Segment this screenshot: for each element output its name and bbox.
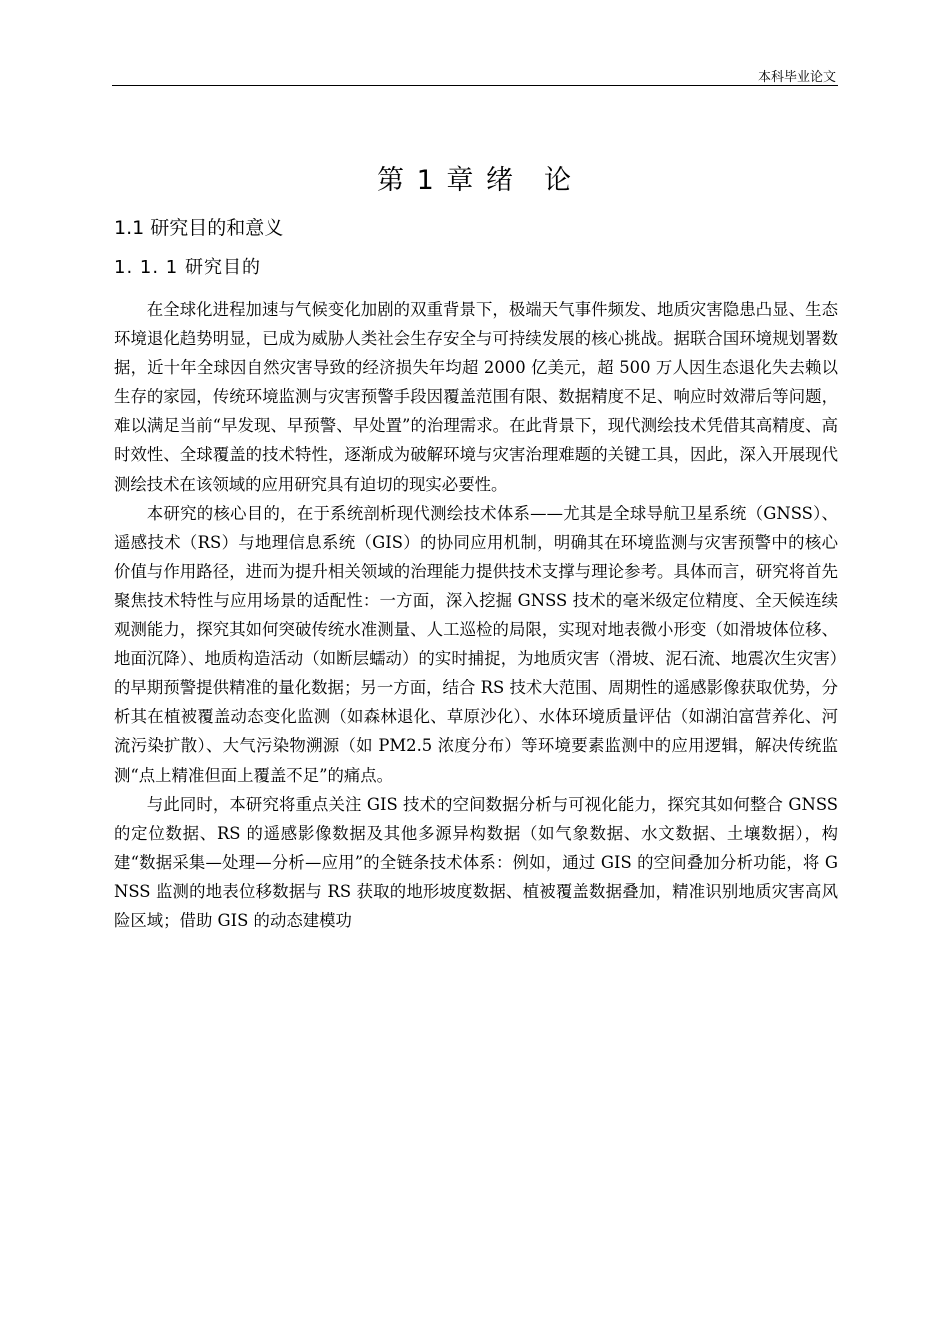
header-divider [112, 85, 838, 86]
section-title: 1.1 研究目的和意义 [114, 217, 284, 239]
chapter-title: 第 1 章 绪 论 [377, 165, 573, 196]
paragraph: 在全球化进程加速与气候变化加剧的双重背景下，极端天气事件频发、地质灾害隐患凸显、生态环境退化趋势明显，已成为威胁人类社会生存安全与可持续发展的核心挑战。据联合国环境规划署数据，近十年全球因自然灾害导致的经济损失年均超 2000 亿美元，超 500 万人因生态退化失去赖以生存的家园，传统环境监测与灾害预警手段因覆盖范围有限、数据精度不足、响应时效滞后等问题，难以满足当前“早发现、早预警、早处置”的治理需求。在此背景下，现代测绘技术凭借其高精度、高时效性、全球覆盖的技术特性，逐渐成为破解环境与灾害治理难题的关键工具，因此，深入开展现代测绘技术在该领域的应用研究具有迫切的现实必要性。 [114, 300, 838, 494]
running-header-title: 本科毕业论文 [757, 70, 836, 85]
body-text [114, 295, 838, 935]
paragraph: 本研究的核心目的，在于系统剖析现代测绘技术体系——尤其是全球导航卫星系统（GNSS）、遥感技术（RS）与地理信息系统（GIS）的协同应用机制，明确其在环境监测与灾害预警中的核心价值与作用路径，进而为提升相关领域的治理能力提供技术支撑与理论参考。具体而言，研究将首先聚焦技术特性与应用场景的适配性：一方面，深入挖掘 GNSS 技术的毫米级定位精度、全天候连续观测能力，探究其如何突破传统水准测量、人工巡检的局限，实现对地表微小形变（如滑坡体位移、地面沉降）、地质构造活动（如断层蠕动）的实时捕捉，为地质灾害（滑坡、泥石流、地震次生灾害）的早期预警提供精准的量化数据；另一方面，结合 RS 技术大范围、周期性的遥感影像获取优势，分析其在植被覆盖动态变化监测（如森林退化、草原沙化）、水体环境质量评估（如湖泊富营养化、河流污染扩散）、大气污染物溯源（如 PM2.5 浓度分布）等环境要素监测中的应用逻辑，解决传统监测“点上精准但面上覆盖不足”的痛点。 [114, 503, 838, 785]
subsection-title: 1. 1. 1 研究目的 [114, 257, 261, 278]
paragraph: 与此同时，本研究将重点关注 GIS 技术的空间数据分析与可视化能力，探究其如何整合 GNSS 的定位数据、RS 的遥感影像数据及其他多源异构数据（如气象数据、水文数据、土壤数据），构建“数据采集—处理—分析—应用”的全链条技术体系：例如，通过 GIS 的空间叠加分析功能，将 GNSS 监测的地表位移数据与 RS 获取的地形坡度数据、植被覆盖数据叠加，精准识别地质灾害高风险区域；借助 GIS 的动态建模功 [114, 794, 838, 930]
